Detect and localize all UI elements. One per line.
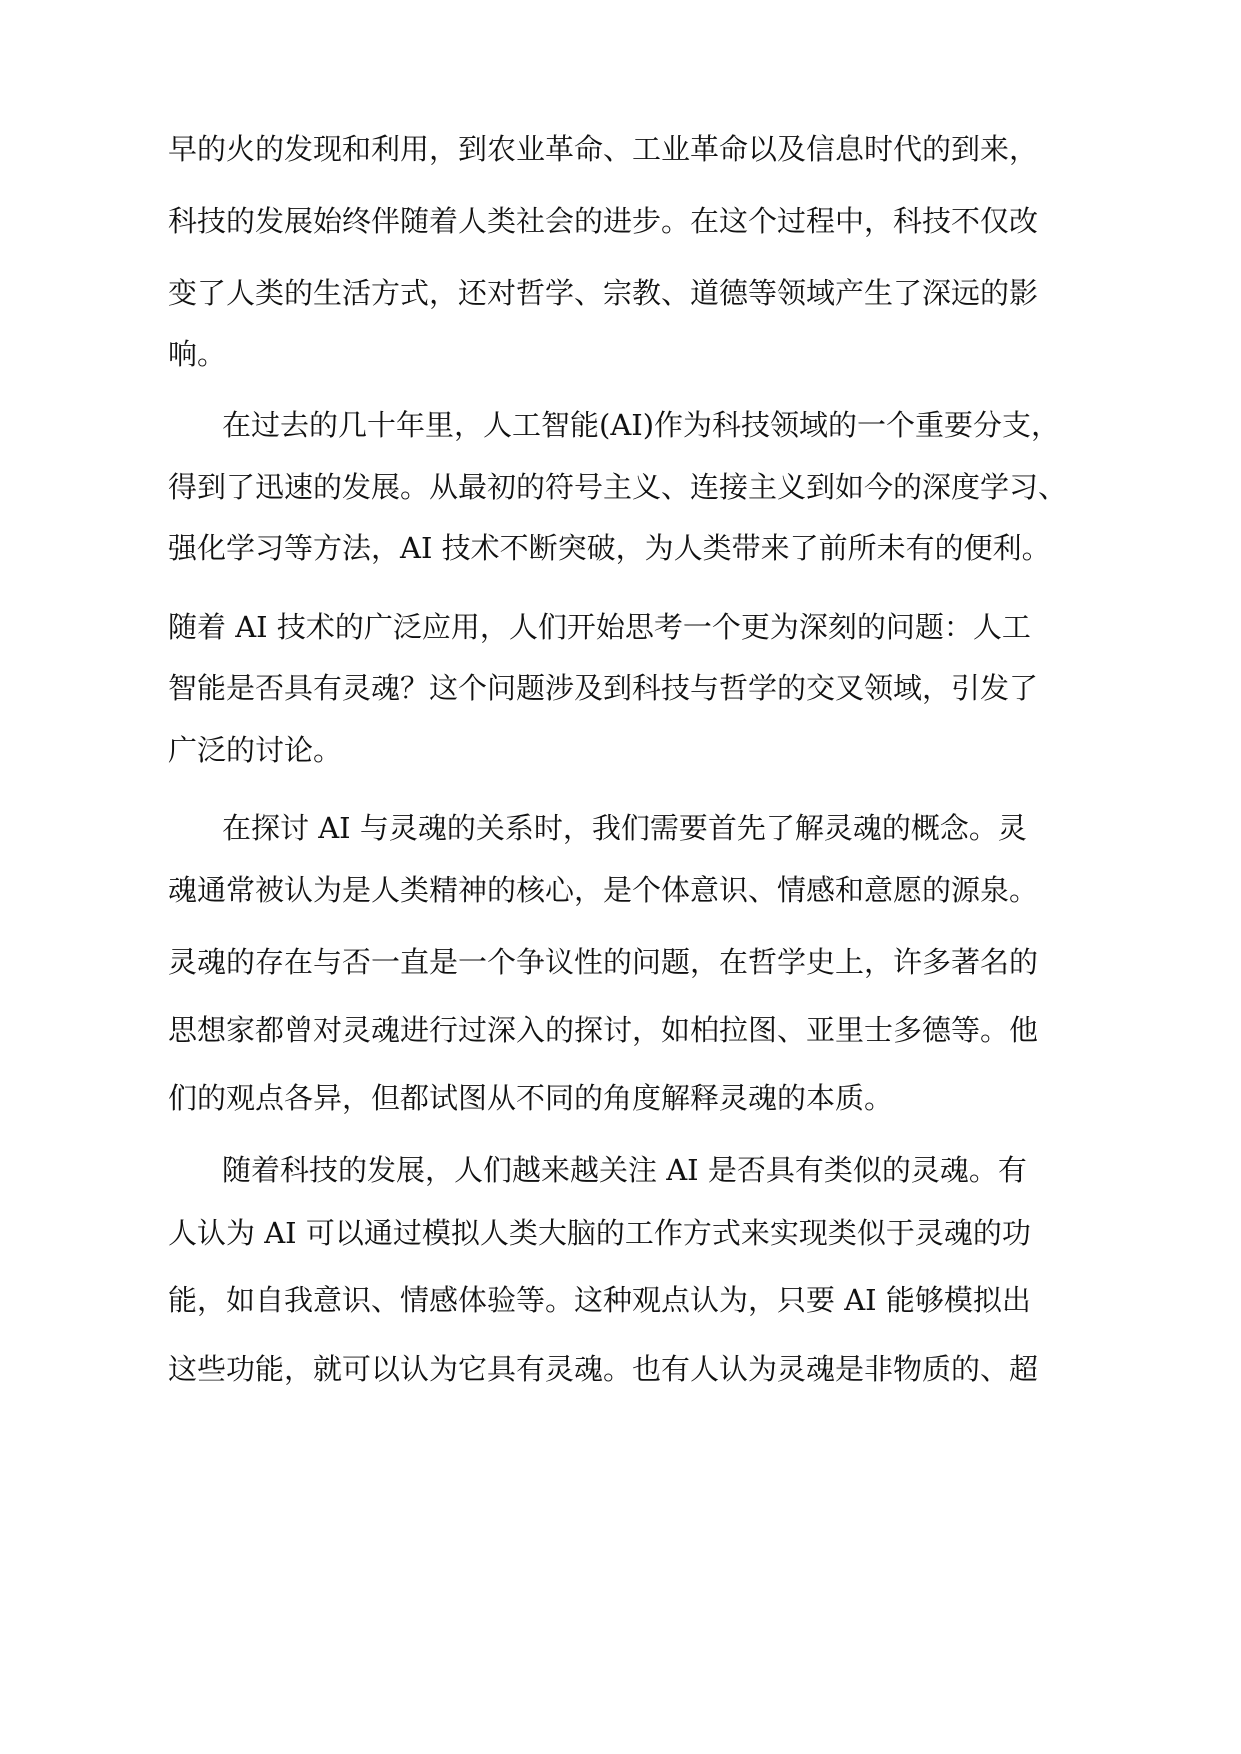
line-text: 广泛的讨论。 xyxy=(168,733,343,767)
line-text: 随着 AI 技术的广泛应用，人们开始思考一个更为深刻的问题：人工 xyxy=(168,610,1031,644)
line-text: 响。 xyxy=(168,337,227,371)
line-text: 这些功能，就可以认为它具有灵魂。也有人认为灵魂是非物质的、超 xyxy=(168,1352,1039,1386)
line-text: 早的火的发现和利用，到农业革命、工业革命以及信息时代的到来， xyxy=(168,132,1039,166)
line-text: 们的观点各异，但都试图从不同的角度解释灵魂的本质。 xyxy=(168,1081,894,1115)
text-line xyxy=(0,528,1241,568)
text-line xyxy=(0,467,1241,507)
text-line xyxy=(0,942,1241,982)
text-line xyxy=(0,201,1241,241)
line-text: 智能是否具有灵魂？这个问题涉及到科技与哲学的交叉领域，引发了 xyxy=(168,671,1039,705)
text-line xyxy=(0,129,1241,169)
text-line xyxy=(0,1213,1241,1253)
line-text: 变了人类的生活方式，还对哲学、宗教、道德等领域产生了深远的影 xyxy=(168,276,1039,310)
text-line xyxy=(0,607,1241,647)
text-line xyxy=(0,1010,1241,1050)
line-text: 在探讨 AI 与灵魂的关系时，我们需要首先了解灵魂的概念。灵 xyxy=(222,811,1027,845)
text-line xyxy=(0,1150,1241,1190)
text-line xyxy=(0,808,1241,848)
line-text: 灵魂的存在与否一直是一个争议性的问题，在哲学史上，许多著名的 xyxy=(168,945,1039,979)
text-line xyxy=(0,273,1241,313)
text-line xyxy=(0,1280,1241,1320)
text-line xyxy=(0,1078,1241,1118)
text-line xyxy=(0,405,1241,445)
line-text: 在过去的几十年里，人工智能(AI)作为科技领域的一个重要分支， xyxy=(222,408,1061,442)
line-text: 能，如自我意识、情感体验等。这种观点认为，只要 AI 能够模拟出 xyxy=(168,1283,1031,1317)
line-text: 人认为 AI 可以通过模拟人类大脑的工作方式来实现类似于灵魂的功 xyxy=(168,1216,1031,1250)
line-text: 强化学习等方法，AI 技术不断突破，为人类带来了前所未有的便利。 xyxy=(168,531,1051,565)
line-text: 魂通常被认为是人类精神的核心，是个体意识、情感和意愿的源泉。 xyxy=(168,873,1039,907)
line-text: 随着科技的发展，人们越来越关注 AI 是否具有类似的灵魂。有 xyxy=(222,1153,1027,1187)
text-line xyxy=(0,1349,1241,1389)
text-line xyxy=(0,334,1241,374)
text-line xyxy=(0,870,1241,910)
text-line xyxy=(0,668,1241,708)
line-text: 思想家都曾对灵魂进行过深入的探讨，如柏拉图、亚里士多德等。他 xyxy=(168,1013,1039,1047)
text-line xyxy=(0,730,1241,770)
line-text: 得到了迅速的发展。从最初的符号主义、连接主义到如今的深度学习、 xyxy=(168,470,1068,504)
line-text: 科技的发展始终伴随着人类社会的进步。在这个过程中，科技不仅改 xyxy=(168,204,1039,238)
